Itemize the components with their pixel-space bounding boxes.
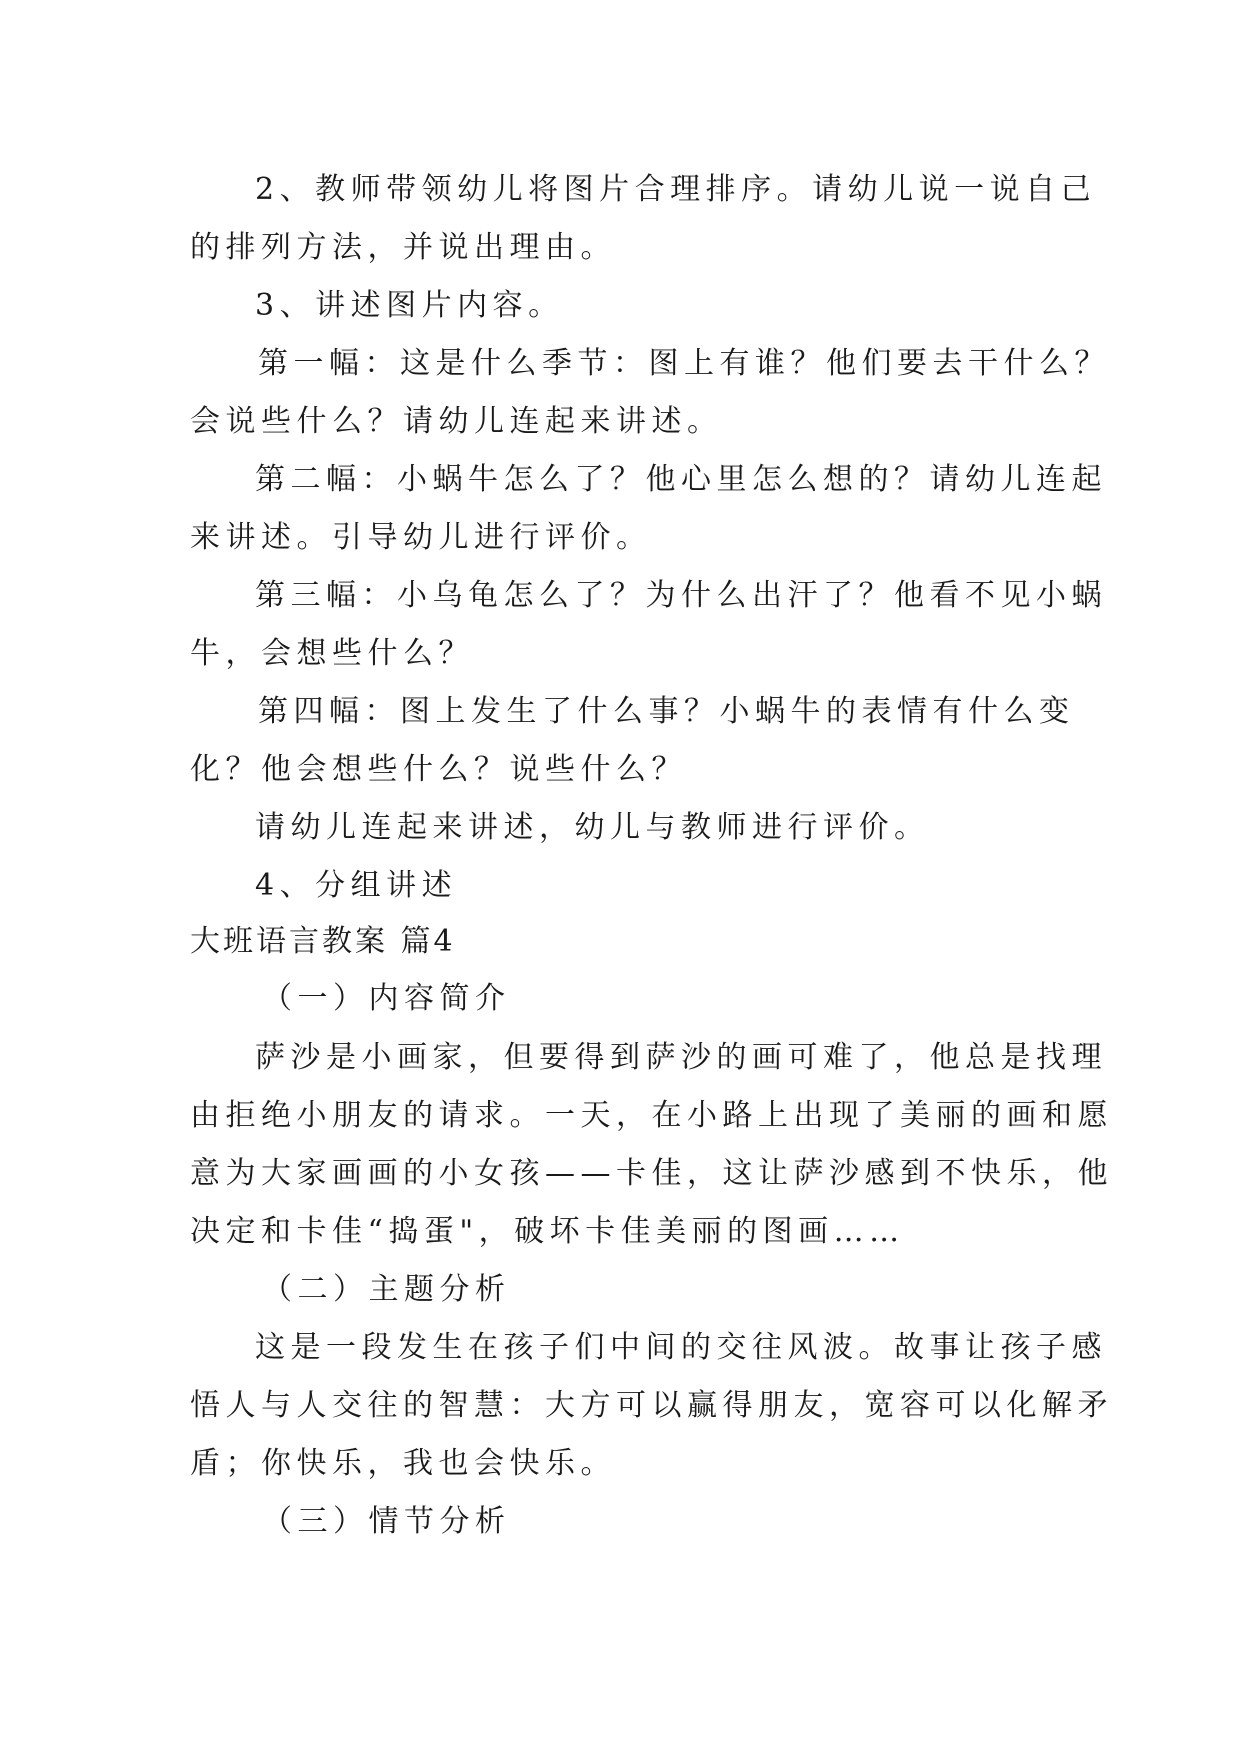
paragraph-step-2-line-2: 的排列方法，并说出理由。 (190, 230, 616, 265)
paragraph-picture-4-line-2: 化？他会想些什么？说些什么？ (190, 752, 687, 787)
paragraph-picture-3-line-1: 第三幅：小乌龟怎么了？为什么出汗了？他看不见小蜗 (255, 578, 1107, 613)
paragraph-theme-line-3: 盾；你快乐，我也会快乐。 (190, 1446, 616, 1481)
subheading-theme-analysis: （二）主题分析 (262, 1272, 511, 1307)
paragraph-intro-line-1: 萨沙是小画家，但要得到萨沙的画可难了，他总是找理 (255, 1040, 1107, 1075)
paragraph-step-4: 4、分组讲述 (255, 868, 458, 903)
paragraph-intro-line-3: 意为大家画画的小女孩——卡佳，这让萨沙感到不快乐，他 (190, 1156, 1113, 1191)
paragraph-picture-2-line-1: 第二幅：小蜗牛怎么了？他心里怎么想的？请幼儿连起 (255, 462, 1107, 497)
paragraph-picture-3-line-2: 牛，会想些什么？ (190, 636, 474, 671)
paragraph-evaluation: 请幼儿连起来讲述，幼儿与教师进行评价。 (255, 810, 930, 845)
paragraph-intro-line-2: 由拒绝小朋友的请求。一天，在小路上出现了美丽的画和愿 (190, 1098, 1113, 1133)
paragraph-picture-4-line-1: 第四幅：图上发生了什么事？小蜗牛的表情有什么变 (258, 694, 1075, 729)
section-heading: 大班语言教案 篇4 (190, 924, 456, 959)
paragraph-picture-2-line-2: 来讲述。引导幼儿进行评价。 (190, 520, 652, 555)
paragraph-step-3: 3、讲述图片内容。 (255, 288, 564, 323)
subheading-plot-analysis: （三）情节分析 (262, 1504, 511, 1539)
paragraph-theme-line-1: 这是一段发生在孩子们中间的交往风波。故事让孩子感 (255, 1330, 1107, 1365)
paragraph-step-2-line-1: 2、教师带领幼儿将图片合理排序。请幼儿说一说自己 (255, 172, 1097, 207)
paragraph-intro-line-4: 决定和卡佳“捣蛋"，破坏卡佳美丽的图画…… (190, 1214, 905, 1249)
subheading-content-intro: （一）内容简介 (262, 981, 511, 1016)
paragraph-picture-1-line-1: 第一幅：这是什么季节：图上有谁？他们要去干什么？ (258, 346, 1110, 381)
paragraph-theme-line-2: 悟人与人交往的智慧：大方可以赢得朋友，宽容可以化解矛 (190, 1388, 1113, 1423)
paragraph-picture-1-line-2: 会说些什么？请幼儿连起来讲述。 (190, 404, 723, 439)
